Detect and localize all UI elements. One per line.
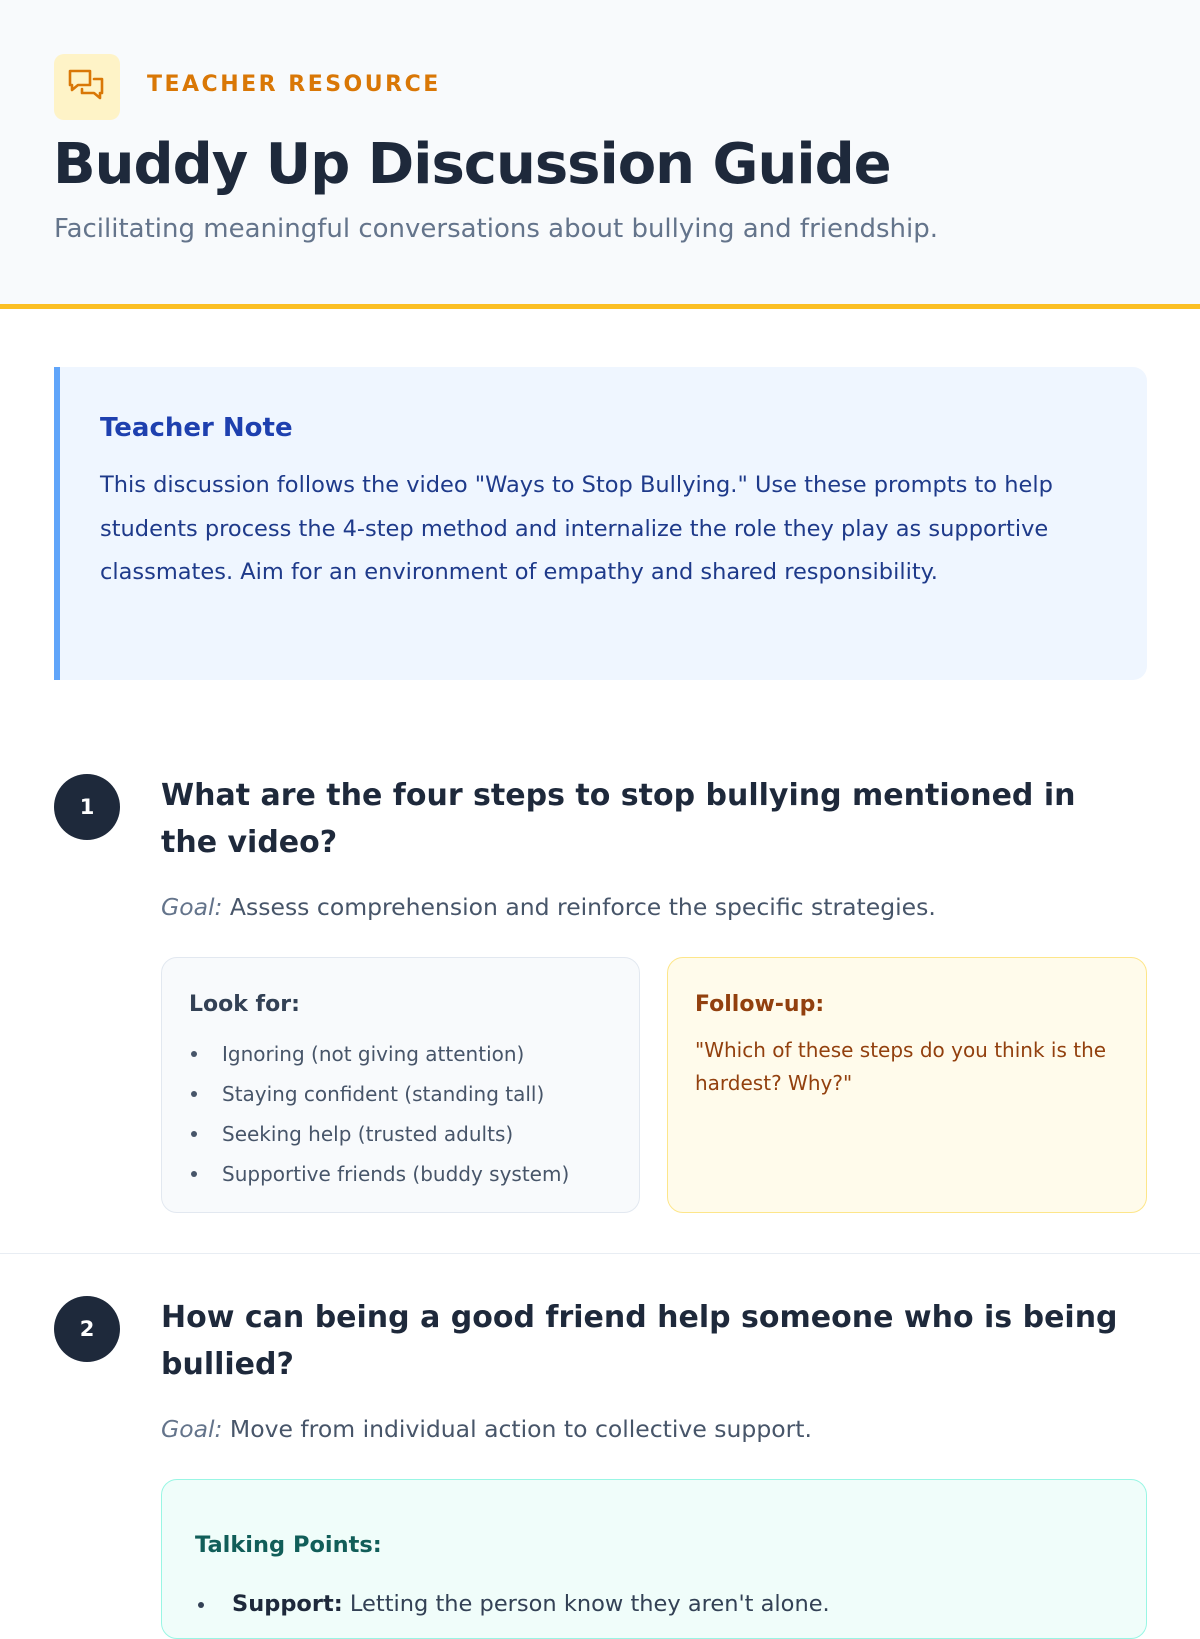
page-subtitle: Facilitating meaningful conversations about bullying and friendship.: [54, 214, 938, 244]
question-goal: [161, 893, 936, 921]
page-header: [0, 0, 1200, 309]
talking-points-list: [195, 1584, 830, 1624]
teacher-note-title: Teacher Note: [100, 413, 293, 443]
goal-label: Goal:: [161, 1415, 223, 1443]
look-for-list: [189, 1034, 569, 1194]
question-number-badge: 2: [54, 1296, 120, 1362]
list-item: Supportive friends (buddy system): [189, 1154, 569, 1194]
question-goal: [161, 1415, 812, 1443]
goal-text: Assess comprehension and reinforce the specific strategies.: [229, 893, 936, 921]
question-title: How can being a good friend help someone who is being bullied?: [161, 1300, 1118, 1382]
chat-bubbles-icon: [54, 54, 120, 120]
section-divider: [0, 1253, 1200, 1254]
list-item: Staying confident (standing tall): [189, 1074, 569, 1114]
look-for-title: Look for:: [189, 992, 300, 1017]
goal-text: Move from individual action to collective support.: [229, 1415, 812, 1443]
page-title: Buddy Up Discussion Guide: [53, 132, 891, 197]
talking-point-text: Letting the person know they aren't alone.: [349, 1591, 830, 1617]
question-number-badge: 1: [54, 774, 120, 840]
teacher-note: [54, 367, 1147, 680]
teacher-note-text: This discussion follows the video "Ways to Stop Bullying." Use these prompts to help students process the 4-step method and internalize the role they play as supportive classmates. Aim for an environment of empathy and shared responsibility.: [100, 472, 1053, 585]
list-item: [195, 1584, 830, 1624]
talking-points-title: Talking Points:: [195, 1532, 382, 1558]
question-title: What are the four steps to stop bullying mentioned in the video?: [161, 778, 1076, 860]
follow-up-card: [667, 957, 1147, 1213]
list-item: Seeking help (trusted adults): [189, 1114, 569, 1154]
eyebrow-label: TEACHER RESOURCE: [147, 72, 441, 97]
talking-points-card: [161, 1479, 1147, 1639]
follow-up-title: Follow-up:: [695, 992, 825, 1017]
look-for-card: [161, 957, 640, 1213]
talking-point-term: Support:: [232, 1591, 343, 1617]
goal-label: Goal:: [161, 893, 223, 921]
follow-up-text: "Which of these steps do you think is the hardest? Why?": [695, 1038, 1107, 1095]
list-item: Ignoring (not giving attention): [189, 1034, 569, 1074]
